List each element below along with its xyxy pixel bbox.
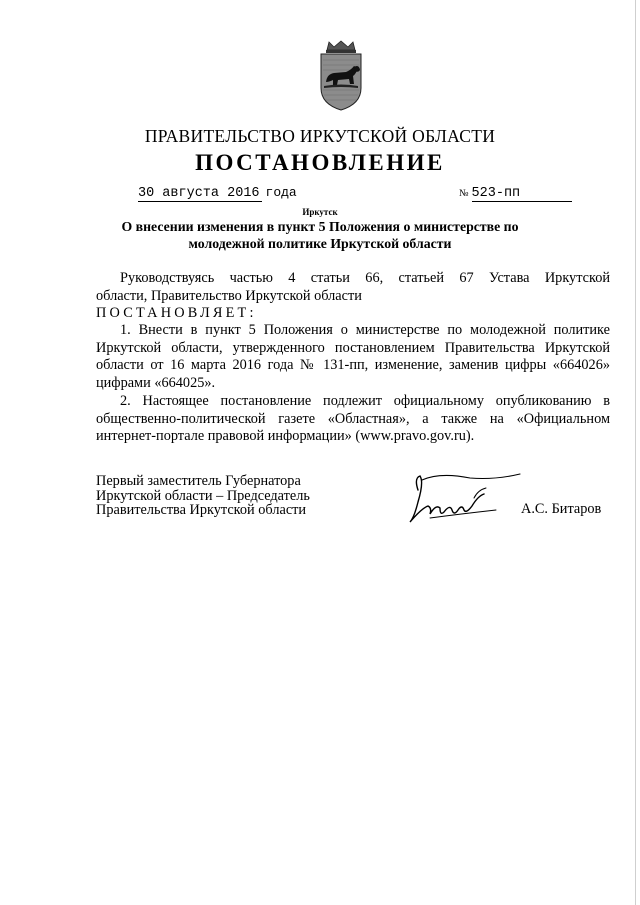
document-number — [459, 184, 572, 202]
number-value: 523-пп — [472, 186, 572, 202]
preamble-line-2: области, Правительство Иркутской области — [96, 287, 362, 304]
preamble-line-1: Руководствуясь частью 4 статьи 66, статьей 67 Устава Иркутской — [120, 270, 610, 286]
signer-position-line-3: Правительства Иркутской области — [96, 502, 307, 518]
signer-name: А.С. Битаров — [521, 501, 602, 517]
issue-city: Иркутск — [302, 207, 338, 217]
document-subject: О внесении изменения в пункт 5 Положения о министерстве по молодежной политике Иркутской области — [121, 219, 519, 251]
signer-position-line-2: Иркутской области – Председатель — [96, 487, 310, 504]
government-title: ПРАВИТЕЛЬСТВО ИРКУТСКОЙ ОБЛАСТИ — [144, 126, 496, 146]
number-sign: № — [459, 188, 469, 199]
item-2: 2. Настоящее постановление подлежит официальному опубликованию в общественно-политической газете «Областная», а также на «Официальном интернет-портале правовой информации» (www.pravo.gov.ru). — [96, 393, 610, 445]
item-1: 1. Внести в пункт 5 Положения о министерстве по молодежной политике Иркутской области, утвержденного постановлением Правительства Иркутской области от 16 марта 2016 года № 131-пп, изменение, заменив цифры «664026» цифрами «664025». — [96, 322, 610, 391]
document-date — [138, 184, 297, 201]
date-value: 30 августа 2016 — [138, 186, 260, 201]
date-suffix: года — [265, 185, 297, 200]
handwritten-signature — [400, 468, 525, 528]
signer-position — [96, 474, 310, 518]
coat-of-arms-icon — [318, 40, 364, 112]
document-type: ПОСТАНОВЛЕНИЕ — [195, 150, 445, 175]
preamble — [96, 270, 610, 305]
resolves-heading: ПОСТАНОВЛЯЕТ: — [96, 305, 257, 321]
signer-position-line-1: Первый заместитель Губернатора — [96, 473, 301, 489]
